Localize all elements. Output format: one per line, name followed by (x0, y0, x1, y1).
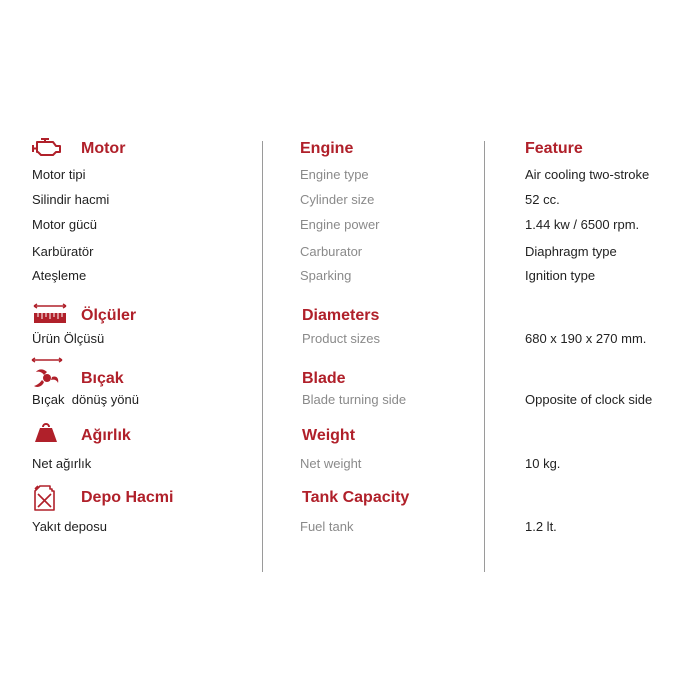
section-title-tr-depo-hacmi: Depo Hacmi (81, 489, 174, 506)
section-title-tr-bicak: Bıçak (81, 370, 124, 387)
row-label-tr: Motor tipi (32, 167, 86, 182)
row-value: 10 kg. (525, 456, 561, 471)
row-label-en: Blade turning side (302, 392, 407, 407)
row-label-tr: Net ağırlık (32, 456, 92, 471)
row-label-tr: Ateşleme (32, 268, 87, 283)
weight-icon (33, 420, 59, 444)
section-title-tr-olculer: Ölçüler (81, 307, 137, 324)
fuel-tank-icon (32, 484, 58, 512)
section-title-en-tank-capacity: Tank Capacity (302, 489, 410, 506)
row-label-en: Sparking (300, 268, 352, 283)
row-label-tr: Bıçak dönüş yönü (32, 392, 139, 407)
section-title-tr-motor: Motor (81, 140, 126, 157)
row-label-tr: Ürün Ölçüsü (32, 331, 105, 346)
row-label-tr: Silindir hacmi (32, 192, 110, 207)
row-label-en: Net weight (300, 456, 362, 471)
row-label-en: Engine type (300, 167, 369, 182)
row-label-en: Product sizes (302, 331, 381, 346)
section-title-en-blade: Blade (302, 370, 346, 387)
column-divider-right (484, 141, 485, 572)
row-label-en: Carburator (300, 244, 363, 259)
row-label-tr: Yakıt deposu (32, 519, 107, 534)
section-title-en-diameters: Diameters (302, 307, 380, 324)
column-header-feature: Feature (525, 140, 583, 157)
ruler-icon (32, 303, 68, 325)
section-title-tr-agirlik: Ağırlık (81, 427, 131, 444)
row-label-en: Cylinder size (300, 192, 375, 207)
row-label-en: Fuel tank (300, 519, 354, 534)
row-label-tr: Karbüratör (32, 244, 94, 259)
row-value: 1.44 kw / 6500 rpm. (525, 217, 640, 232)
row-value: 1.2 lt. (525, 519, 557, 534)
row-label-tr: Motor gücü (32, 217, 98, 232)
row-value: 680 x 190 x 270 mm. (525, 331, 647, 346)
section-title-en-weight: Weight (302, 427, 356, 444)
row-value: Ignition type (525, 268, 596, 283)
column-header-engine: Engine (300, 140, 354, 157)
row-label-en: Engine power (300, 217, 380, 232)
column-divider-left (262, 141, 263, 572)
row-value: Opposite of clock side (525, 392, 653, 407)
row-value: 52 cc. (525, 192, 560, 207)
engine-icon (32, 137, 62, 157)
row-value: Air cooling two-stroke (525, 167, 650, 182)
blade-icon (30, 357, 64, 391)
row-value: Diaphragm type (525, 244, 617, 259)
